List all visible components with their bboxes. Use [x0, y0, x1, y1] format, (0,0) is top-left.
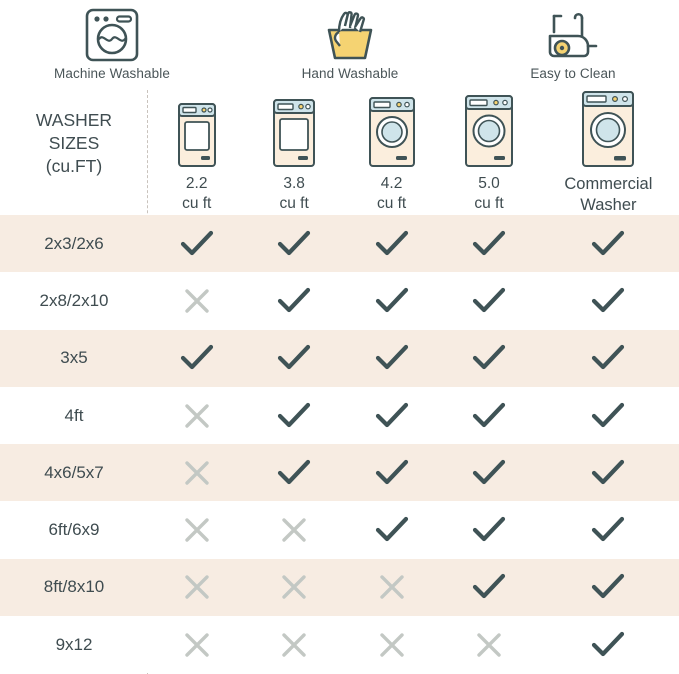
cell-w50-3	[440, 330, 537, 387]
cell-w38-6	[245, 501, 342, 558]
cell-w38-4	[245, 387, 342, 444]
check-icon	[472, 459, 506, 487]
column-label-w22: 2.2 cu ft	[182, 175, 212, 213]
check-icon	[180, 230, 214, 258]
cell-w22-4	[148, 387, 245, 444]
hand-wash-icon	[260, 4, 440, 66]
check-icon	[277, 459, 311, 487]
cross-icon	[280, 516, 308, 544]
table-header-row	[0, 90, 679, 215]
cell-commercial-7	[538, 559, 679, 616]
check-icon	[180, 344, 214, 372]
row-label: 4x6/5x7	[44, 462, 104, 482]
cell-w38-3	[245, 330, 342, 387]
cell-w22-6	[148, 501, 245, 558]
comparison-grid	[0, 90, 679, 673]
cell-commercial-3	[538, 330, 679, 387]
table-body	[0, 215, 679, 673]
row-label: 2x3/2x6	[44, 233, 104, 253]
cross-icon	[378, 631, 406, 659]
cell-w50-2	[440, 272, 537, 329]
cross-icon	[378, 573, 406, 601]
cell-w22-1	[148, 215, 245, 272]
cross-icon	[183, 287, 211, 315]
corner-title-line2: SIZES	[48, 132, 100, 153]
check-icon	[375, 516, 409, 544]
cell-w42-5	[343, 444, 440, 501]
top-load-washer-icon	[268, 94, 320, 170]
cell-w22-3	[148, 330, 245, 387]
check-icon	[591, 631, 625, 659]
header-label-machine-washable: Machine Washable	[54, 66, 170, 81]
front-load-washer-icon	[460, 94, 518, 170]
cell-w50-1	[440, 215, 537, 272]
cell-w22-8	[148, 616, 245, 673]
check-icon	[472, 230, 506, 258]
check-icon	[472, 287, 506, 315]
cell-w22-2	[148, 272, 245, 329]
corner-title-line3: (cu.FT)	[45, 156, 103, 177]
table-row	[0, 330, 679, 387]
check-icon	[591, 516, 625, 544]
cell-w42-2	[343, 272, 440, 329]
cell-w42-6	[343, 501, 440, 558]
cell-commercial-6	[538, 501, 679, 558]
check-icon	[591, 344, 625, 372]
cell-w50-7	[440, 559, 537, 616]
header-item-easy-to-clean	[483, 4, 663, 81]
cell-w42-1	[343, 215, 440, 272]
row-label: 9x12	[55, 634, 93, 654]
cell-commercial-4	[538, 387, 679, 444]
cell-w38-5	[245, 444, 342, 501]
table-row	[0, 215, 679, 272]
cell-w22-5	[148, 444, 245, 501]
check-icon	[375, 230, 409, 258]
icon-header	[0, 0, 679, 90]
check-icon	[277, 230, 311, 258]
cross-icon	[183, 516, 211, 544]
header-label-hand-washable: Hand Washable	[301, 66, 399, 81]
check-icon	[472, 573, 506, 601]
row-label: 4ft	[64, 405, 84, 425]
top-load-washer-icon	[173, 94, 221, 170]
check-icon	[277, 402, 311, 430]
table-row	[0, 387, 679, 444]
check-icon	[591, 573, 625, 601]
check-icon	[472, 516, 506, 544]
cell-w42-4	[343, 387, 440, 444]
cell-w42-8	[343, 616, 440, 673]
check-icon	[375, 402, 409, 430]
column-label-w42: 4.2 cu ft	[376, 175, 407, 213]
table-row	[0, 272, 679, 329]
cell-commercial-2	[538, 272, 679, 329]
cross-icon	[183, 402, 211, 430]
header-item-hand-washable	[260, 4, 440, 81]
cross-icon	[280, 631, 308, 659]
check-icon	[591, 230, 625, 258]
cell-w38-7	[245, 559, 342, 616]
column-header-commercial	[538, 90, 679, 215]
cross-icon	[183, 631, 211, 659]
table-row	[0, 444, 679, 501]
vacuum-cleaner-icon	[483, 4, 663, 66]
check-icon	[591, 459, 625, 487]
row-label: 3x5	[60, 348, 88, 368]
cell-commercial-8	[538, 616, 679, 673]
corner-title-line1: WASHER	[35, 109, 113, 130]
column-header-w50	[440, 90, 537, 215]
column-label-w38: 3.8 cu ft	[279, 175, 309, 213]
cell-w38-1	[245, 215, 342, 272]
cell-w38-8	[245, 616, 342, 673]
header-item-machine-washable	[22, 4, 202, 81]
check-icon	[375, 287, 409, 315]
table-row	[0, 559, 679, 616]
cell-w42-7	[343, 559, 440, 616]
column-header-w42	[343, 90, 440, 215]
check-icon	[277, 287, 311, 315]
check-icon	[472, 344, 506, 372]
check-icon	[591, 287, 625, 315]
table-row	[0, 501, 679, 558]
cell-w22-7	[148, 559, 245, 616]
table-row	[0, 616, 679, 673]
check-icon	[375, 344, 409, 372]
column-label-w50: 5.0 cu ft	[474, 175, 504, 213]
cell-commercial-5	[538, 444, 679, 501]
washing-machine-icon	[22, 4, 202, 66]
column-label-commercial: Commercial Washer	[564, 175, 653, 215]
cross-icon	[183, 573, 211, 601]
check-icon	[591, 402, 625, 430]
cross-icon	[280, 573, 308, 601]
cell-w50-6	[440, 501, 537, 558]
check-icon	[472, 402, 506, 430]
header-label-easy-to-clean: Easy to Clean	[530, 66, 616, 81]
cell-w50-8	[440, 616, 537, 673]
cell-w50-5	[440, 444, 537, 501]
cross-icon	[475, 631, 503, 659]
row-label: 8ft/8x10	[43, 577, 105, 597]
cell-commercial-1	[538, 215, 679, 272]
row-label: 6ft/6x9	[48, 520, 100, 540]
cell-w50-4	[440, 387, 537, 444]
column-header-w22	[148, 90, 245, 215]
front-load-washer-icon	[364, 94, 420, 170]
commercial-washer-icon	[575, 94, 641, 170]
cell-w38-2	[245, 272, 342, 329]
column-header-w38	[245, 90, 342, 215]
row-label: 2x8/2x10	[39, 290, 109, 310]
corner-title	[0, 90, 148, 215]
check-icon	[277, 344, 311, 372]
cell-w42-3	[343, 330, 440, 387]
cross-icon	[183, 459, 211, 487]
check-icon	[375, 459, 409, 487]
